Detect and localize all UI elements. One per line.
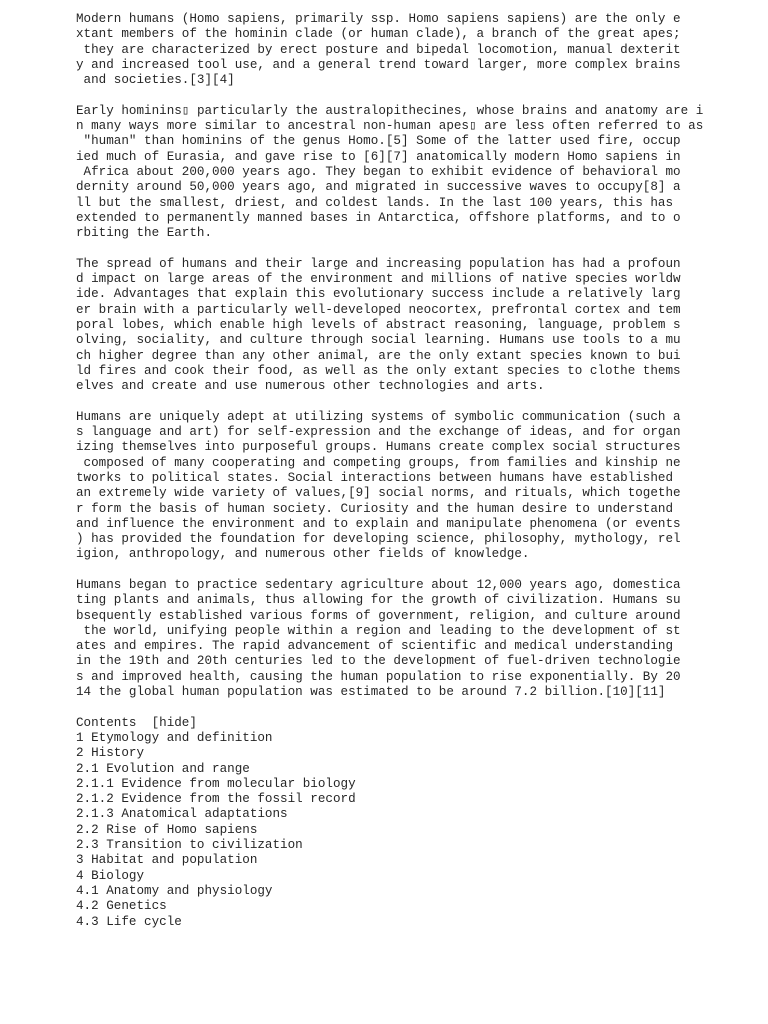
toc-item[interactable]: 3 Habitat and population — [76, 853, 258, 868]
toc-item[interactable]: 2 History — [76, 746, 145, 761]
paragraph-line: tworks to political states. Social interactions between humans have established — [76, 470, 674, 485]
paragraph-line: s and improved health, causing the human population to rise exponentially. By 20 — [76, 669, 681, 684]
paragraph-line: Modern humans (Homo sapiens, primarily ssp. Homo sapiens sapiens) are the only e — [76, 12, 681, 26]
paragraph-line: er brain with a particularly well-developed neocortex, prefrontal cortex and tem — [76, 302, 681, 317]
paragraph-line: ates and empires. The rapid advancement of scientific and medical understanding — [76, 639, 674, 654]
paragraph — [76, 256, 681, 395]
paragraph-line: extended to permanently manned bases in Antarctica, offshore platforms, and to o — [76, 210, 681, 225]
paragraph-line: an extremely wide variety of values,[9] social norms, and rituals, which togethe — [76, 486, 681, 501]
toc-item[interactable]: 2.3 Transition to civilization — [76, 838, 303, 853]
toc-list — [76, 731, 676, 930]
paragraph-line: and societies.[3][4] — [76, 73, 235, 88]
toc-item[interactable]: 4.3 Life cycle — [76, 914, 182, 929]
paragraph-line: n many ways more similar to ancestral non-human apes▯ are less often referred to as — [76, 119, 704, 134]
paragraph-line: olving, sociality, and culture through social learning. Humans use tools to a mu — [76, 333, 681, 348]
paragraph-line: bsequently established various forms of government, religion, and culture around — [76, 608, 681, 623]
paragraph-line: dernity around 50,000 years ago, and migrated in successive waves to occupy[8] a — [76, 180, 681, 195]
toc-item[interactable]: 2.1.2 Evidence from the fossil record — [76, 792, 356, 807]
article-body — [76, 12, 704, 700]
paragraph-line: izing themselves into purposeful groups. Humans create complex social structures — [76, 440, 681, 455]
toc-hide-link[interactable]: [hide] — [151, 715, 197, 730]
paragraph-line: Humans began to practice sedentary agriculture about 12,000 years ago, domestica — [76, 577, 681, 592]
paragraph-line: poral lobes, which enable high levels of abstract reasoning, language, problem s — [76, 317, 681, 332]
paragraph-line: "human" than hominins of the genus Homo.[5] Some of the latter used fire, occup — [76, 134, 681, 149]
paragraph-line: ting plants and animals, thus allowing for the growth of civilization. Humans su — [76, 593, 681, 608]
paragraph-line: they are characterized by erect posture and bipedal locomotion, manual dexterit — [76, 42, 681, 57]
toc-item[interactable]: 4.1 Anatomy and physiology — [76, 883, 273, 898]
paragraph — [76, 409, 681, 563]
toc-item[interactable]: 4.2 Genetics — [76, 899, 167, 914]
paragraph-line: d impact on large areas of the environment and millions of native species worldw — [76, 272, 681, 287]
paragraph — [76, 103, 704, 242]
paragraph-line: r form the basis of human society. Curiosity and the human desire to understand — [76, 501, 674, 516]
toc-item[interactable]: 2.1.3 Anatomical adaptations — [76, 807, 288, 822]
document-page — [76, 12, 704, 930]
toc-heading — [76, 716, 676, 731]
paragraph-line: 14 the global human population was estimated to be around 7.2 billion.[10][11] — [76, 685, 666, 700]
paragraph-line: xtant members of the hominin clade (or human clade), a branch of the great apes; — [76, 27, 681, 42]
paragraph-line: ll but the smallest, driest, and coldest lands. In the last 100 years, this has — [76, 195, 674, 210]
paragraph-line: Humans are uniquely adept at utilizing systems of symbolic communication (such a — [76, 409, 681, 424]
paragraph-line: ied much of Eurasia, and gave rise to [6][7] anatomically modern Homo sapiens in — [76, 149, 681, 164]
toc-item[interactable]: 1 Etymology and definition — [76, 730, 273, 745]
paragraph-line: The spread of humans and their large and increasing population has had a profoun — [76, 256, 681, 271]
paragraph — [76, 12, 681, 88]
toc-item[interactable]: 2.1.1 Evidence from molecular biology — [76, 776, 356, 791]
paragraph-line: y and increased tool use, and a general trend toward larger, more complex brains — [76, 57, 681, 72]
table-of-contents — [76, 716, 676, 930]
paragraph-line: ide. Advantages that explain this evolutionary success include a relatively larg — [76, 287, 681, 302]
toc-title: Contents — [76, 715, 152, 730]
toc-item[interactable]: 2.1 Evolution and range — [76, 761, 250, 776]
paragraph-line: igion, anthropology, and numerous other fields of knowledge. — [76, 547, 530, 562]
paragraph-line: in the 19th and 20th centuries led to the development of fuel-driven technologie — [76, 654, 681, 669]
paragraph-line: the world, unifying people within a region and leading to the development of st — [76, 623, 681, 638]
paragraph-line: rbiting the Earth. — [76, 226, 213, 241]
paragraph-line: composed of many cooperating and competing groups, from families and kinship ne — [76, 455, 681, 470]
paragraph-line: Early hominins▯ particularly the australopithecines, whose brains and anatomy are i — [76, 103, 704, 118]
paragraph-line: and influence the environment and to explain and manipulate phenomena (or events — [76, 516, 681, 531]
paragraph-line: ch higher degree than any other animal, are the only extant species known to bui — [76, 348, 681, 363]
paragraph — [76, 577, 681, 700]
paragraph-line: Africa about 200,000 years ago. They began to exhibit evidence of behavioral mo — [76, 164, 681, 179]
paragraph-line: ) has provided the foundation for developing science, philosophy, mythology, rel — [76, 532, 681, 547]
paragraph-line: ld fires and cook their food, as well as the only extant species to clothe thems — [76, 363, 681, 378]
paragraph-line: s language and art) for self-expression and the exchange of ideas, and for organ — [76, 425, 681, 440]
toc-item[interactable]: 4 Biology — [76, 868, 145, 883]
toc-item[interactable]: 2.2 Rise of Homo sapiens — [76, 822, 258, 837]
paragraph-line: elves and create and use numerous other technologies and arts. — [76, 379, 545, 394]
